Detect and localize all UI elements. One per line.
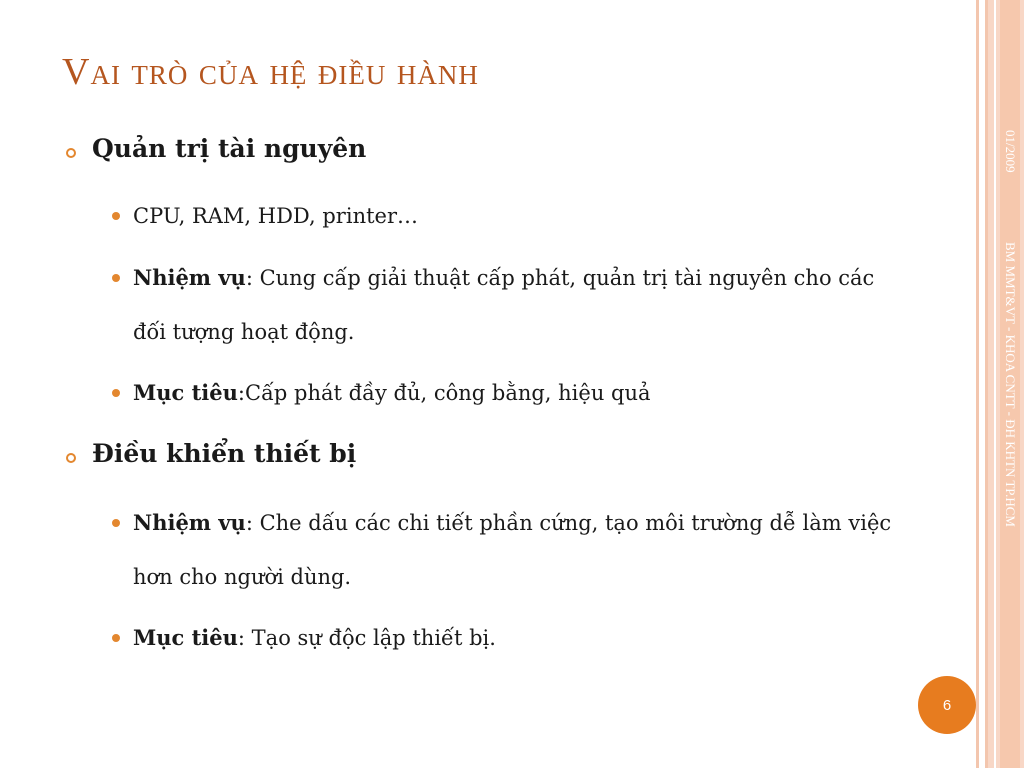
page-number-badge: 6: [918, 676, 976, 734]
item-text: : Cung cấp giải thuật cấp phát, quản trị tài nguyên cho các đối tượng hoạt động.: [133, 266, 875, 344]
dot-bullet-icon: [112, 519, 120, 527]
list-item: [133, 189, 913, 243]
dot-bullet-icon: [112, 389, 120, 397]
side-stripe: [994, 0, 996, 768]
slide-title: Vai trò của hệ điều hành: [62, 51, 479, 93]
dot-bullet-icon: [112, 212, 120, 220]
item-text: : Che dấu các chi tiết phần cứng, tạo môi trường dễ làm việc hơn cho người dùng.: [133, 511, 892, 589]
item-text: CPU, RAM, HDD, printer…: [133, 204, 418, 228]
item-bold: Nhiệm vụ: [133, 510, 246, 535]
side-department: BM MMT&VT - KHOA CNTT - ĐH KHTN TP.HCM: [1003, 242, 1018, 527]
item-bold: Nhiệm vụ: [133, 265, 246, 290]
item-bold: Mục tiêu: [133, 380, 238, 405]
item-text: :Cấp phát đầy đủ, công bằng, hiệu quả: [237, 381, 651, 405]
dot-bullet-icon: [112, 634, 120, 642]
list-item: [133, 611, 913, 665]
ring-bullet-icon: [66, 148, 76, 158]
ring-bullet-icon: [66, 453, 76, 463]
side-date: 01/2009: [1003, 130, 1018, 173]
item-bold: Mục tiêu: [133, 625, 238, 650]
section-heading-text: Điều khiển thiết bị: [92, 439, 357, 468]
list-item: [133, 496, 913, 604]
list-item: [133, 366, 913, 420]
item-text: : Tạo sự độc lập thiết bị.: [237, 626, 496, 650]
list-item: [133, 251, 913, 359]
section-heading-text: Quản trị tài nguyên: [92, 134, 367, 163]
dot-bullet-icon: [112, 274, 120, 282]
